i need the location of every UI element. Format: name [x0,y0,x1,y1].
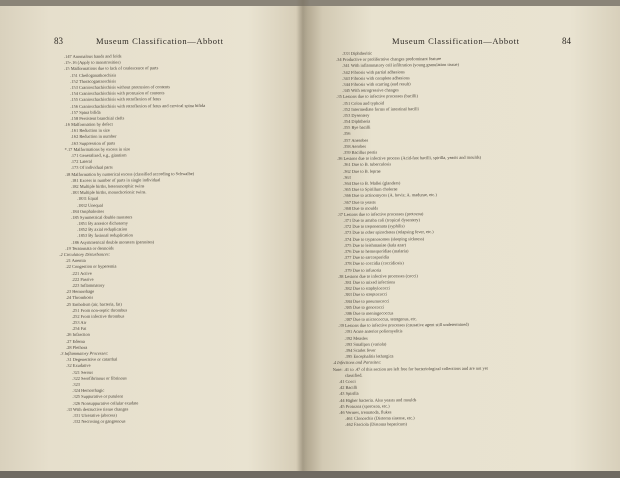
text-line: *.17 Malformations by excess in size [64,146,131,152]
text-line: .373 Due to other spirochetes (relapsing fever, etc.) [343,229,434,236]
text-line: .332 Necrosing or gangrenous [72,418,126,424]
text-line: .331 Ulcerative (abscess) [72,412,117,418]
text-line: .374 Due to trypanosomes (sleeping sickness) [343,235,425,242]
text-line: .341 With inflammatory cell infiltration (young granulation tissue) [342,62,459,69]
text-line: .365 Due to Spirillum cholerae [343,186,398,193]
text-line: .33 With destructive tissue changes [66,406,129,412]
left-page-text [58,52,297,425]
text-line: .323 [72,381,81,387]
text-line: .157 Spina bifida [70,109,101,115]
text-line: .1832 Unequal [77,202,103,208]
text-line: .16 Malformation by defect [64,121,113,128]
text-line: .364 Due to B. Mallei (glanders) [343,180,401,186]
text-line: .363 [343,174,351,180]
text-line: .42 Bacilli [338,384,358,391]
text-line: .395 Encephalitis lethargica [344,353,394,360]
text-line: .24 Thrombosis [65,295,94,301]
text-line: .152 Thoracogastroschisis [70,78,116,84]
text-line: .381 Due to mixed infections [343,279,396,285]
text-line: .158 Persistent branchial clefts [70,115,125,121]
text-line: .394 Scarlet fever [344,347,376,353]
text-line: .19 Teratomata or dermoids [65,245,114,251]
text-line: .392 Measles [344,335,368,341]
text-line: .359 Bacillus pestis [342,149,378,155]
text-line: .18 Malformation by numerical excess (classified according to Schwalbe) [64,170,195,177]
text-line: .252 From infective thrombus [71,313,125,319]
text-line: .354 Diphtheria [342,118,371,124]
text-line: .355 Rye bacilli [342,124,371,131]
text-line: .393 Smallpox (variola) [344,341,387,347]
text-line: .343 Fibrosis with complete adhesions [342,75,410,81]
text-line: .1852 By axial reduplication [77,226,128,233]
text-line: .173 Of individual parts [70,164,113,171]
text-line: .186 Asymmetrical double monsters (parasites) [71,238,155,245]
text-line: .371 Due to amaba coli (tropical dysentery) [343,217,420,223]
bottom-edge [0,471,620,478]
section-heading: .4 Infections and Parasites: [332,359,382,366]
text-line: .44 Higher bacteria. Also yeasts and moulds [339,396,417,403]
text-line: .353 Dysentery [342,112,370,118]
text-line: .322 Serofibrinous or fibrinous [72,375,127,381]
text-line: .367 Due to yeasts [343,199,376,205]
text-line: .161 Reduction in size [70,127,110,134]
text-line: .377 Due to sarcosporidia [343,254,389,261]
left-page-number: 83 [54,36,63,46]
text-line: .358 Aerobes [342,143,367,149]
right-page [310,0,620,478]
text-line: .183 Multiple births, monochorionic twins. [70,189,147,196]
text-line: .37 Lesions due to infective processes (protozoa) [337,211,424,217]
text-line: .185 Symmetrical double monsters [71,214,133,220]
text-line: .376 Due to hemosporidiae (malaria) [343,248,409,254]
text-line: .27 Edema [65,338,85,344]
text-line: .1831 Equal [76,196,99,202]
text-line: .15 Malformations due to lack of coalescence of parts [64,65,159,72]
text-line: .362 Due to B. leprae [343,168,381,174]
text-line: .352 Intermediate forms of intestinal bacilli [342,105,419,112]
text-line: .344 Fibrosis with scarring (end result) [342,81,411,87]
text-line: .46 Vermes, trematoda, flukes [339,409,392,415]
right-page-text [330,49,611,429]
text-line: .253 Air [71,319,87,325]
text-line: .368 Due to moulds [343,205,379,211]
text-line: .462 Fasciola (Distoma hepaticum) [345,421,407,428]
text-line: .155 Cranioschachischisis with retroflexion of fetus [70,96,162,103]
text-line: .324 Hemorrhagic [72,387,105,394]
text-line: .251 From non-septic thrombus [71,307,128,313]
text-line: .31 Degenerative or catarrhal [66,356,118,363]
text-line: .221 Active [71,270,92,276]
text-line: .163 Suppression of parts [70,140,116,146]
text-line: .372 Due to treponemata (syphilis) [343,223,405,230]
text-line: .35 Lesions due to infective processes (bacilli) [336,93,418,100]
text-line: .386 Due to meningococcus [344,310,394,316]
text-line: .182 Multiple births, heteromorphic twins [70,183,145,189]
right-page-number: 84 [562,36,571,46]
text-line: classified. [344,372,363,378]
text-line: .345 With retrogressive changes [342,87,399,94]
text-line: .321 Serous [72,369,93,375]
section-heading: .3 Inflammatory Processes: [60,350,109,356]
left-page [0,0,300,478]
text-line: Note: .41 to .47 of this section are left free for bacteriological collections and are not yet [332,365,488,372]
text-line: .154 Cranioschachischisis with protrusion of contents [70,90,165,97]
text-line: .384 Due to pneumococci [344,297,390,304]
text-line: .153 Cranioschachischisis without protrusion of contents [70,84,171,90]
text-line: .25 Embolism (air, bacteria, fat) [65,301,122,307]
text-line: .342 Fibrosis with partial adhesions [342,68,405,75]
text-line: .223 Inflammatory [71,282,105,288]
text-line: .21 Anemia [65,257,86,264]
section-heading: .2 Circulatory Disturbances: [59,251,111,257]
text-line: .357 Anerobes [342,137,369,143]
text-line: .382 Due to staphylococci [344,285,390,292]
text-line: .171 Generalized, e.g., giantism [70,152,127,158]
text-line: .391 Acute anterior poliomyelitis [344,328,403,335]
text-line: .43 Spirilla [338,391,359,397]
text-line: .326 Nonsuppurative cellular exudate [72,399,139,406]
text-line: .361 Due to B. tuberculosis [342,161,392,168]
text-line: .254 Fat [71,326,87,332]
text-line: .156 Cranioschachischisis with retroflexion of fetus and cervical spina bifida [70,102,206,109]
text-line: .15-.16 (Apply to monstrosities) [64,59,121,66]
text-line: .375 Due to leishmaniae (kala azar) [343,242,407,248]
text-line: .26 Infarction [65,332,90,338]
text-line: .387 Due to micrococcus, tetragenus, etc. [344,316,417,322]
text-line: .41 Cocci [338,378,356,384]
text-line: .1853 By fusional reduplication [77,232,133,239]
text-line: .356 [342,131,351,137]
text-line: .151 Cheiloganathoschisis [70,72,117,78]
text-line: .172 Lateral [70,158,92,165]
text-line: .162 Reduction in number [70,134,117,140]
text-line: .36 Lesions due to infective process (Acid-fast bacilli, spirilla, yeasts and moulds) [336,154,482,162]
text-line: .385 Due to gonococci [344,304,385,310]
text-line: .39 Lesions due to infective processes (causative agent still undetermined) [338,322,469,329]
text-line: .23 Hemorrhage [65,288,95,295]
text-line: .45 Protozoa (sporozoa, etc.) [339,403,390,409]
text-line: .333 Diphtheritic [341,50,373,56]
text-line: .22 Congestion or hyperemia [65,263,117,270]
text-line: .222 Passive [71,276,94,282]
text-line: .378 Due to coccidia (coccidiosis) [343,260,404,267]
text-line: .366 Due to actinomyces (A. bovis; A. madurae, etc.) [343,192,437,199]
text-line: .1851 By anterior dichotomy [77,220,128,226]
text-line: .32 Exudative [66,363,91,369]
right-page-header: Museum Classification—Abbott [392,36,520,46]
text-line: .184 Omphalosites [71,208,105,214]
text-line: .28 Plethora [66,344,88,350]
text-line: .147 Anomalous hands and folds [63,53,122,59]
text-line: .38 Lesions due to infective processes (cocci) [337,272,418,279]
text-line: .461 Clonorchis (Distoma sinense, etc.) [345,415,415,421]
text-line: .379 Due to infusoria [343,267,382,273]
text-line: .351 Colon and typhoid [342,100,384,106]
left-page-header: Museum Classification—Abbott [96,36,224,46]
text-line: .325 Suppurative or purulent [72,393,123,400]
text-line: .383 Due to streptococci [344,291,388,298]
text-line: .34 Productive or proliferative changes predominant feature [336,56,442,63]
text-line: .181 Excess in number of parts in single individual [70,177,161,183]
